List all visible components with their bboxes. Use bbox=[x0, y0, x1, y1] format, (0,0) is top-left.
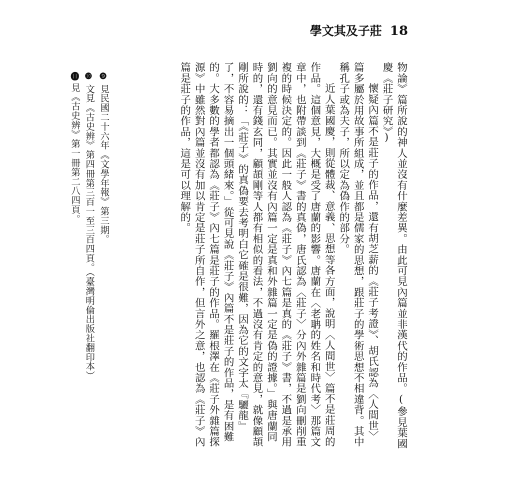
footnote-marker: ❾ bbox=[98, 72, 108, 83]
footnote-text: 見民國二十六年《文學年報》第三期。 bbox=[98, 84, 109, 245]
footnotes bbox=[70, 72, 110, 432]
footnote-text: 見《古史辨》第一冊第二八四頁。 bbox=[68, 82, 80, 224]
paragraph: 近人葉國慶，則從體裁、意義、思想等各方面，說明〈人間世〉篇不是莊周的作品。這個意見，大概是受了唐蘭的影響。唐蘭在〈老聃的姓名和時代考〉那篇文章中，也附帶談到《莊子》書的真偽，唐氏認為〈莊子〉分內外雜篇是劉向刪削重複的時候決定的。因此一般人認為《莊子》內七篇是真的《莊子》書，不過是承用劉向的意見而已。其實並沒有內篇一定是真和外雜篇一定是偽的證據。」與唐蘭同時的，還有錢玄同，顧頡剛等人都有相似的看法，不過沒有肯定的意見，就像顧頡剛所說的：「《莊子》的真偽要去考明白它確是很難，因為它的文字太『驪龍』了，不容易摘出一個頭緒來。」從可見說《莊子》內篇不是莊子的作品，是有困難的。大多數的學者都認為《莊子》內七篇是莊子的作品。羅根澤在《莊子外雜篇探源》中雖然對內篇並沒有加以肯定是莊子所自作，但言外之意，也認為《莊子》內篇是莊子的作品，這是可以理解的。 bbox=[178, 62, 335, 448]
footnote-marker: ❿ bbox=[83, 72, 94, 83]
running-title: 學文其及子莊 bbox=[309, 24, 382, 38]
page-header bbox=[310, 22, 408, 39]
paragraph: 物論》篇所說的神人並沒有什麼差異。由此可見內篇並非漢代的作品。(參見葉國慶《莊子研究》) bbox=[380, 62, 407, 449]
footnote-marker: ⓫ bbox=[68, 72, 79, 81]
footnote-text: 文見《古史辨》第四冊第三百一至三百四頁。（臺灣明倫出版社翻印本） bbox=[83, 84, 95, 381]
footnote bbox=[95, 72, 110, 432]
paragraph: 懷疑內篇不是莊子的作品，還有胡芝薪的《莊子考證》、胡氏認為〈人間世〉篇多屬於用故事所組成，並且都是儒家的思想，跟莊子的學術思想不相違背。其中稱孔子或為夫子，所以定為偽作的部分。 bbox=[337, 62, 379, 448]
page-number: 18 bbox=[389, 24, 408, 39]
footnote bbox=[81, 72, 96, 432]
main-text-column bbox=[118, 62, 408, 452]
footnote bbox=[66, 72, 81, 432]
